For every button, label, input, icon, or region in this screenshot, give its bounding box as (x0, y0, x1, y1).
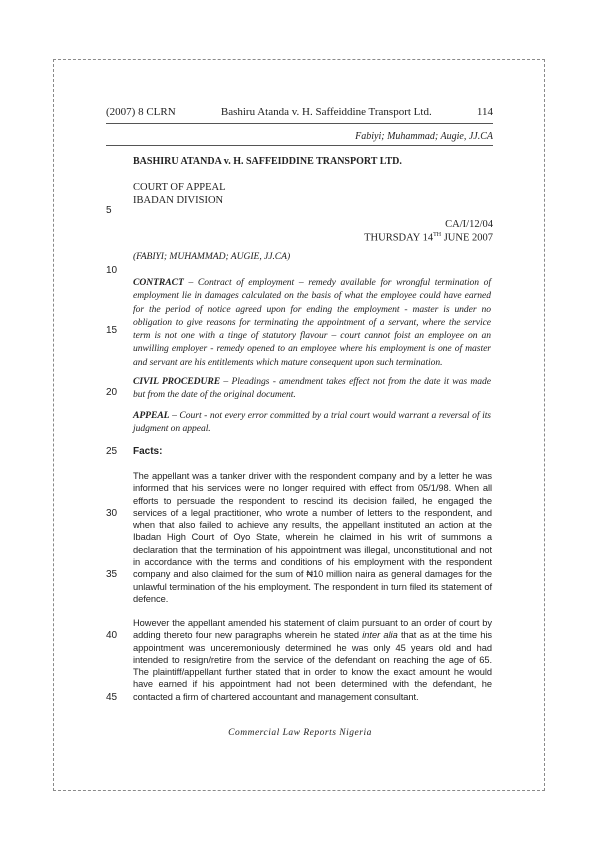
running-case-name: Bashiru Atanda v. H. Saffeiddine Transport Ltd. (220, 106, 432, 118)
line-number: 20 (106, 387, 118, 398)
facts-paragraph-2: However the appellant amended his statement of claim pursuant to an order of court by adding thereto four new paragraphs wherein he stated inter alia that as at the time his appointment was unceremoniously determined he was only 45 years old and had intended to resign/retire from the service of the defendant on reaching the age of 65. The plaintiff/appellant further stated that in order to know the exact amount he would have earned if his appointment had not been determined with the defendant, he contacted a firm of chartered accountant and management consultant. (133, 618, 493, 702)
judges-line: Fabiyi; Muhammad; Augie, JJ.CA (355, 131, 493, 142)
line-number: 45 (106, 692, 118, 703)
catchword-appeal: APPEAL – Court - not every error committed by a trial court would warrant a reversal of its judgment on appeal. (133, 410, 491, 435)
coram: (FABIYI; MUHAMMAD; AUGIE, JJ.CA) (133, 251, 291, 262)
court-block (133, 181, 226, 207)
catchword-contract: CONTRACT – Contract of employment – remedy available for wrongful termination of employment lie in damages calculated on the basis of what the employee could have earned for the period of notice agreed upon for ending the employment - master is under no obligation to give reasons for terminating the appointment of a servant, where the service term is not one with a tinge of statutory flavour – court cannot foist an employee on an unwilling employer - remedy opened to an employee where his employment is one of master and servant are his entitlements which mature consequent upon such termination. (133, 277, 491, 368)
facts-paragraph-1: The appellant was a tanker driver with the respondent company and by a letter he was informed that his services were no longer required with effect from 05/1/98. When all efforts to persuade the respondent to rescind its decision failed, he engaged the services of a legal practitioner, who wrote a number of letters to the respondent, and when that also failed to achieve any results, the appellant instituted an action at the Ibadan High Court of Oyo State, wherein he claimed in his writ of summons a declaration that the termination of his appointment was illegal, unconstitutional and not in accordance with the terms and conditions of his employment with the respondent company and also claimed for the sum of ₦10 million naira as general damages for the unlawful termination of the his employment. The respondent in turn filed its statement of defence. (133, 471, 492, 604)
line-number: 10 (106, 265, 118, 276)
header-rule-top (106, 123, 493, 124)
judgment-date: THURSDAY 14TH JUNE 2007 (364, 232, 493, 244)
suit-number: CA/I/12/04 (445, 219, 493, 230)
line-number: 5 (106, 205, 112, 216)
footer-publication-name: Commercial Law Reports Nigeria (228, 728, 372, 738)
line-number: 25 (106, 446, 118, 457)
header-rule-bottom (106, 145, 493, 146)
line-number: 30 (106, 508, 118, 519)
running-header (106, 106, 493, 118)
page-number: 114 (476, 106, 493, 118)
court-division: IBADAN DIVISION (133, 195, 224, 206)
facts-heading: Facts: (133, 446, 163, 457)
catchword-civil-procedure: CIVIL PROCEDURE – Pleadings - amendment takes effect not from the date it was made but from the date of the original document. (133, 376, 491, 401)
citation: (2007) 8 CLRN (106, 106, 176, 118)
line-number: 15 (106, 325, 118, 336)
case-title: BASHIRU ATANDA v. H. SAFFEIDDINE TRANSPORT LTD. (133, 156, 402, 167)
catchword-label: CONTRACT (133, 277, 184, 288)
court-name: COURT OF APPEAL (133, 182, 226, 193)
catchword-label: CIVIL PROCEDURE (133, 376, 221, 387)
line-number: 35 (106, 569, 118, 580)
catchword-label: APPEAL (133, 410, 170, 421)
line-number: 40 (106, 630, 118, 641)
